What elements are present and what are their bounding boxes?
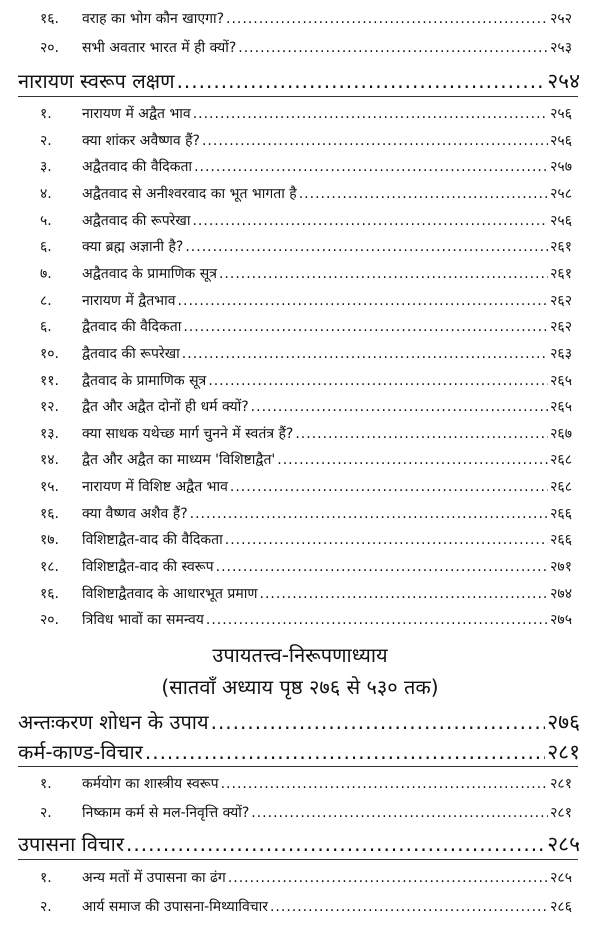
toc-entry[interactable]: [40, 610, 572, 629]
dot-leader: [251, 399, 548, 415]
entry-page: २५७: [550, 159, 572, 176]
dot-leader: [194, 159, 548, 175]
entry-number: १३.: [40, 425, 60, 442]
entry-page: २८१: [550, 776, 572, 792]
entry-number: १.: [40, 776, 52, 792]
entry-number: १७.: [40, 532, 60, 549]
entry-number: ७.: [40, 265, 52, 282]
entry-page: २८५: [550, 870, 572, 886]
entry-number: २०.: [40, 612, 60, 629]
entry-page: २६३: [550, 345, 572, 362]
entry-number: ३.: [40, 159, 52, 176]
toc-entry[interactable]: [40, 774, 572, 793]
toc-entry[interactable]: [40, 397, 572, 416]
entry-page: २८६: [550, 899, 572, 915]
entry-title: निष्काम कर्म से मल-निवृत्ति क्यों?: [82, 805, 250, 821]
entry-number: १०.: [40, 345, 60, 362]
entry-title: वराह का भोग कौन खाएगा?: [82, 11, 225, 27]
dot-leader: [202, 133, 548, 149]
entry-number: ४.: [40, 185, 52, 202]
dot-leader: [206, 612, 548, 628]
toc-entry[interactable]: [40, 38, 572, 57]
entry-number: ११.: [40, 372, 60, 389]
section-page: २७६: [547, 710, 580, 734]
entry-title: विशिष्टाद्वैत-वाद की स्वरूप: [82, 559, 214, 575]
toc-entry[interactable]: [40, 477, 572, 496]
entry-number: ८.: [40, 292, 52, 309]
toc-entry[interactable]: [40, 131, 572, 150]
entry-title: विशिष्टाद्वैतवाद के आधारभूत प्रमाण: [82, 585, 258, 602]
toc-entry[interactable]: [40, 450, 572, 469]
entry-title: क्या वैष्णव अशैव हैं?: [82, 505, 188, 522]
dot-leader: [295, 426, 548, 442]
dot-leader: [251, 805, 548, 821]
dot-leader: [277, 452, 548, 468]
entry-page: २८१: [550, 805, 572, 821]
entry-title: अद्वैतवाद की रूपरेखा: [82, 212, 191, 229]
section-page: २८१: [547, 740, 580, 764]
dot-leader: [211, 710, 546, 734]
entry-page: २६१: [550, 239, 572, 256]
entry-number: ६.: [40, 319, 52, 336]
entry-title: क्या शांकर अवैष्णव हैं?: [82, 132, 200, 149]
entry-number: १६.: [40, 585, 60, 602]
entry-number: १.: [40, 106, 52, 122]
entry-title: नारायण में अद्वैत भाव: [82, 106, 191, 122]
toc-entry[interactable]: [40, 237, 572, 256]
dot-leader: [260, 586, 549, 602]
toc-entry[interactable]: [40, 104, 572, 123]
entry-title: कर्मयोग का शास्त्रीय स्वरूप: [82, 776, 219, 792]
dot-leader: [185, 239, 548, 255]
chapter-subtitle: (सातवाँ अध्याय पृष्ठ २७६ से ५३० तक): [161, 675, 439, 699]
entry-page: २६६: [550, 505, 572, 522]
dot-leader: [208, 373, 548, 389]
toc-entry[interactable]: [40, 317, 572, 336]
entry-number: १४.: [40, 452, 60, 469]
entry-title: अद्वैतवाद की वैदिकता: [82, 159, 193, 176]
entry-page: २६७: [550, 425, 572, 442]
entry-page: २६५: [550, 372, 572, 389]
entry-page: २५८: [550, 185, 572, 202]
section-title: उपासना विचार: [18, 832, 125, 856]
toc-entry[interactable]: [40, 868, 572, 887]
section-title: कर्म-काण्ड-विचार: [18, 740, 143, 764]
entry-title: क्या साधक यथेच्छ मार्ग चुनने में स्वतंत्र हैं?: [82, 425, 294, 442]
entry-title: अद्वैतवाद के प्रामाणिक सूत्र: [82, 265, 217, 282]
toc-entry[interactable]: [40, 371, 572, 390]
entry-page: २६५: [550, 399, 572, 416]
entry-page: २५६: [550, 212, 572, 229]
entry-title: आर्य समाज की उपासना-मिथ्याविचार: [82, 899, 268, 915]
entry-page: २५६: [550, 106, 572, 122]
section-title: अन्तःकरण शोधन के उपाय: [18, 710, 209, 734]
entry-number: १८.: [40, 559, 60, 575]
toc-entry[interactable]: [40, 530, 572, 549]
toc-entry[interactable]: [40, 344, 572, 363]
dot-leader: [226, 11, 548, 27]
entry-title: नारायण में विशिष्ट अद्वैत भाव: [82, 479, 228, 496]
dot-leader: [238, 40, 548, 56]
toc-entry[interactable]: [40, 897, 572, 916]
dot-leader: [178, 293, 549, 309]
toc-section-heading[interactable]: [18, 738, 580, 766]
section-title: नारायण स्वरूप लक्षण: [18, 69, 175, 93]
entry-page: २७५: [550, 612, 572, 629]
entry-page: २५६: [550, 132, 572, 149]
entry-number: ६.: [40, 239, 52, 256]
entry-page: २६२: [550, 292, 572, 309]
dot-leader: [182, 346, 548, 362]
toc-section-heading[interactable]: [18, 67, 580, 95]
section-divider: [18, 766, 578, 767]
entry-number: १६.: [40, 11, 60, 27]
dot-leader: [299, 186, 548, 202]
dot-leader: [219, 266, 548, 282]
entry-title: द्वैतवाद की वैदिकता: [82, 319, 182, 336]
dot-leader: [126, 832, 545, 856]
dot-leader: [190, 506, 549, 522]
dot-leader: [216, 559, 549, 575]
section-divider: [18, 96, 578, 97]
toc-entry[interactable]: [40, 584, 572, 603]
dot-leader: [221, 776, 549, 792]
chapter-title: उपायतत्त्व-निरूपणाध्याय: [212, 643, 388, 667]
entry-page: २७४: [550, 585, 572, 602]
entry-title: अन्य मतों में उपासना का ढंग: [82, 870, 226, 886]
dot-leader: [225, 532, 548, 548]
dot-leader: [270, 899, 548, 915]
dot-leader: [193, 106, 548, 122]
dot-leader: [145, 740, 545, 764]
entry-page: २६१: [550, 265, 572, 282]
entry-title: द्वैत और अद्वैत का माध्यम 'विशिष्टाद्वैत': [82, 452, 276, 469]
entry-page: २६८: [550, 452, 572, 469]
entry-title: अद्वैतवाद से अनीश्वरवाद का भूत भागता है: [82, 185, 297, 202]
toc-entry[interactable]: [40, 803, 572, 822]
entry-page: २५२: [550, 11, 572, 27]
entry-title: त्रिविध भावों का समन्वय: [82, 612, 204, 629]
entry-number: २.: [40, 899, 52, 915]
toc-section-heading[interactable]: [18, 830, 580, 858]
toc-section-heading[interactable]: [18, 708, 580, 736]
toc-entry[interactable]: [40, 184, 572, 203]
toc-entry[interactable]: [40, 291, 572, 310]
entry-number: २.: [40, 805, 52, 821]
toc-entry[interactable]: [40, 264, 572, 283]
entry-page: २६६: [550, 532, 572, 549]
entry-number: २०.: [40, 40, 60, 56]
entry-number: ५.: [40, 212, 52, 229]
entry-title: द्वैतवाद के प्रामाणिक सूत्र: [82, 372, 207, 389]
toc-entry[interactable]: [40, 557, 572, 576]
section-divider: [18, 859, 578, 860]
section-page: २८५: [547, 832, 580, 856]
entry-title: द्वैतवाद की रूपरेखा: [82, 345, 180, 362]
entry-page: २७१: [550, 559, 572, 575]
entry-page: २६२: [550, 319, 572, 336]
entry-number: १६.: [40, 505, 60, 522]
entry-number: १.: [40, 870, 52, 886]
toc-entry[interactable]: [40, 211, 572, 230]
toc-entry[interactable]: [40, 157, 572, 176]
toc-entry[interactable]: [40, 424, 572, 443]
entry-page: २६८: [550, 479, 572, 496]
entry-title: विशिष्टाद्वैत-वाद की वैदिकता: [82, 532, 223, 549]
dot-leader: [230, 479, 548, 495]
entry-number: १५.: [40, 479, 60, 496]
entry-title: सभी अवतार भारत में ही क्यों?: [82, 40, 237, 56]
dot-leader: [183, 319, 548, 335]
dot-leader: [228, 870, 548, 886]
section-page: २५४: [547, 69, 580, 93]
dot-leader: [177, 69, 546, 93]
entry-title: द्वैत और अद्वैत दोनों ही धर्म क्यों?: [82, 399, 249, 416]
entry-number: २.: [40, 132, 52, 149]
dot-leader: [192, 213, 548, 229]
entry-page: २५३: [550, 40, 572, 56]
toc-entry[interactable]: [40, 504, 572, 523]
entry-title: क्या ब्रह्म अज्ञानी है?: [82, 239, 184, 256]
entry-number: १२.: [40, 399, 60, 416]
entry-title: नारायण में द्वैतभाव: [82, 292, 176, 309]
toc-entry[interactable]: [40, 9, 572, 28]
